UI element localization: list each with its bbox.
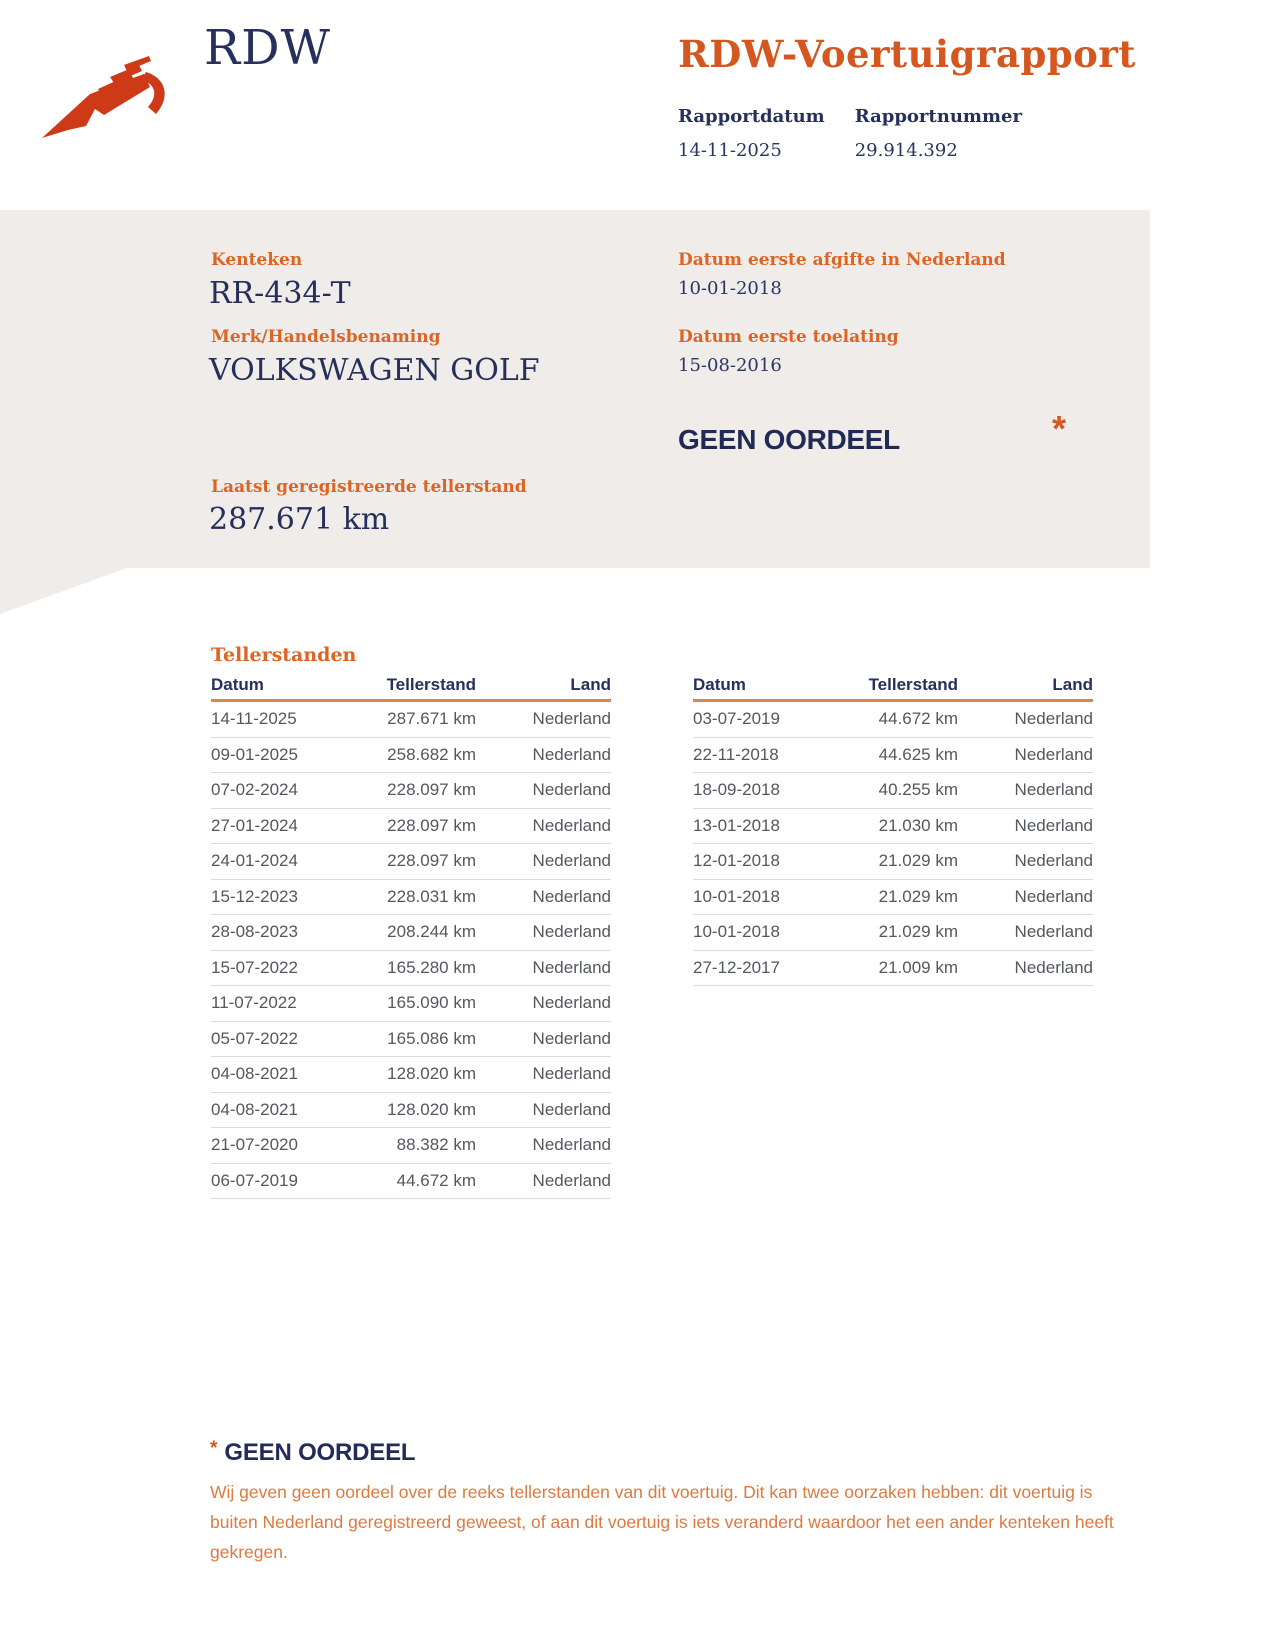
kenteken-label: Kenteken (211, 250, 303, 270)
table-cell-land: Nederland (532, 1170, 611, 1190)
table-row (211, 702, 611, 738)
report-meta (678, 106, 1022, 161)
column-header-tellerstand: Tellerstand (868, 675, 958, 694)
table-cell-datum: 07-02-2024 (211, 780, 298, 800)
table-cell-datum: 15-12-2023 (211, 886, 298, 906)
table-cell-land: Nederland (532, 957, 611, 977)
table-cell-datum: 09-01-2025 (211, 744, 298, 764)
table-cell-land: Nederland (532, 922, 611, 942)
table-cell-tellerstand: 44.672 km (396, 1170, 476, 1190)
table-row (693, 809, 1093, 845)
column-header-datum: Datum (693, 675, 746, 694)
laatste-tellerstand-value: 287.671 km (209, 502, 390, 537)
table-cell-land: Nederland (1014, 780, 1093, 800)
table-cell-tellerstand: 228.097 km (387, 851, 476, 871)
footnote-body: Wij geven geen oordeel over de reeks tellerstanden van dit voertuig. Dit kan twee oorzaken hebben: dit voertuig is buiten Nederland geregistreerd geweest, of aan dit voertuig is iets veranderd waardoor het een ander kenteken heeft gekregen. (210, 1482, 1114, 1562)
table-row (211, 1164, 611, 1200)
table-cell-tellerstand: 40.255 km (878, 780, 958, 800)
table-cell-datum: 18-09-2018 (693, 780, 780, 800)
tellerstanden-heading: Tellerstanden (211, 644, 357, 666)
table-cell-datum: 27-01-2024 (211, 815, 298, 835)
verdict-text: GEEN OORDEEL (678, 424, 900, 455)
table-cell-datum: 28-08-2023 (211, 922, 298, 942)
footnote-heading (210, 1438, 415, 1467)
table-cell-land: Nederland (532, 1028, 611, 1048)
column-header-land: Land (570, 675, 611, 694)
table-row (211, 1128, 611, 1164)
table-cell-datum: 12-01-2018 (693, 851, 780, 871)
table-cell-land: Nederland (532, 1099, 611, 1119)
table-row (693, 738, 1093, 774)
table-cell-land: Nederland (1014, 851, 1093, 871)
eerste-toelating-value: 15-08-2016 (678, 355, 782, 376)
table-row (211, 809, 611, 845)
table-cell-datum: 11-07-2022 (211, 993, 297, 1013)
table-cell-datum: 03-07-2019 (693, 709, 780, 729)
table-cell-tellerstand: 287.671 km (387, 709, 476, 729)
table-cell-datum: 05-07-2022 (211, 1028, 298, 1048)
report-number-value: 29.914.392 (854, 140, 958, 161)
table-row (211, 773, 611, 809)
table-cell-land: Nederland (1014, 709, 1093, 729)
table-row (211, 951, 611, 987)
table-cell-datum: 10-01-2018 (693, 922, 780, 942)
table-cell-tellerstand: 21.029 km (878, 886, 958, 906)
table-row (693, 915, 1093, 951)
table-cell-land: Nederland (532, 1064, 611, 1084)
table-row (211, 880, 611, 916)
table-cell-land: Nederland (532, 1135, 611, 1155)
table-body-left (211, 702, 611, 1199)
table-cell-land: Nederland (532, 744, 611, 764)
rdw-logo (38, 50, 190, 140)
table-cell-datum: 15-07-2022 (211, 957, 298, 977)
table-row (211, 1093, 611, 1129)
table-cell-land: Nederland (532, 851, 611, 871)
table-cell-datum: 22-11-2018 (693, 744, 779, 764)
table-cell-land: Nederland (532, 709, 611, 729)
table-row (693, 951, 1093, 987)
table-row (211, 986, 611, 1022)
table-cell-tellerstand: 228.097 km (387, 780, 476, 800)
column-header-tellerstand: Tellerstand (386, 675, 476, 694)
rdw-logo-text: RDW (204, 20, 331, 76)
table-cell-land: Nederland (532, 780, 611, 800)
table-row (211, 738, 611, 774)
table-row (211, 1057, 611, 1093)
table-body-right (693, 702, 1093, 986)
table-cell-land: Nederland (1014, 922, 1093, 942)
table-cell-tellerstand: 128.020 km (387, 1064, 476, 1084)
table-cell-tellerstand: 258.682 km (387, 744, 476, 764)
table-cell-tellerstand: 228.097 km (387, 815, 476, 835)
table-cell-datum: 04-08-2021 (211, 1064, 298, 1084)
table-cell-tellerstand: 208.244 km (387, 922, 476, 942)
report-date-block (678, 106, 825, 161)
table-cell-datum: 10-01-2018 (693, 886, 780, 906)
table-row (693, 880, 1093, 916)
table-cell-land: Nederland (1014, 744, 1093, 764)
table-header-row (693, 672, 1093, 702)
table-cell-land: Nederland (1014, 815, 1093, 835)
verdict-asterisk-icon: * (1052, 408, 1067, 449)
table-cell-tellerstand: 165.086 km (387, 1028, 476, 1048)
eerste-toelating-label: Datum eerste toelating (678, 327, 899, 347)
table-cell-land: Nederland (1014, 886, 1093, 906)
merk-label: Merk/Handelsbenaming (211, 327, 441, 347)
column-header-land: Land (1052, 675, 1093, 694)
table-cell-tellerstand: 44.625 km (878, 744, 958, 764)
table-row (693, 773, 1093, 809)
report-title: RDW-Voertuigrapport (678, 32, 1136, 76)
table-cell-land: Nederland (532, 815, 611, 835)
laatste-tellerstand-label: Laatst geregistreerde tellerstand (211, 477, 527, 497)
footnote-heading-text: GEEN OORDEEL (224, 1439, 416, 1466)
eerste-afgifte-label: Datum eerste afgifte in Nederland (678, 250, 1006, 270)
table-row (211, 1022, 611, 1058)
table-cell-datum: 24-01-2024 (211, 851, 298, 871)
report-number-label: Rapportnummer (854, 106, 1022, 127)
table-cell-land: Nederland (1014, 957, 1093, 977)
merk-value: VOLKSWAGEN GOLF (209, 353, 540, 388)
table-row (693, 702, 1093, 738)
table-cell-datum: 04-08-2021 (211, 1099, 298, 1119)
table-cell-tellerstand: 44.672 km (878, 709, 958, 729)
table-cell-tellerstand: 165.280 km (387, 957, 476, 977)
table-cell-land: Nederland (532, 886, 611, 906)
table-row (211, 915, 611, 951)
table-cell-datum: 06-07-2019 (211, 1170, 298, 1190)
table-cell-datum: 21-07-2020 (211, 1135, 298, 1155)
table-cell-tellerstand: 21.009 km (878, 957, 958, 977)
column-header-datum: Datum (211, 675, 264, 694)
report-date-value: 14-11-2025 (678, 140, 782, 161)
tellerstanden-table-right (693, 672, 1093, 986)
table-cell-datum: 14-11-2025 (211, 709, 297, 729)
table-cell-land: Nederland (532, 993, 611, 1013)
table-row (211, 844, 611, 880)
report-date-label: Rapportdatum (678, 106, 825, 127)
rdw-swoosh-icon (38, 50, 190, 140)
table-cell-datum: 13-01-2018 (693, 815, 780, 835)
table-header-row (211, 672, 611, 702)
tellerstanden-table-left (211, 672, 611, 1199)
table-cell-tellerstand: 88.382 km (396, 1135, 476, 1155)
eerste-afgifte-value: 10-01-2018 (678, 278, 782, 299)
table-cell-tellerstand: 228.031 km (387, 886, 476, 906)
vehicle-summary-panel (0, 210, 1150, 614)
kenteken-value: RR-434-T (209, 276, 351, 311)
table-cell-tellerstand: 165.090 km (387, 993, 476, 1013)
table-row (693, 844, 1093, 880)
table-cell-tellerstand: 21.029 km (878, 851, 958, 871)
footnote-asterisk-icon: * (210, 1438, 218, 1459)
table-cell-tellerstand: 128.020 km (387, 1099, 476, 1119)
report-number-block (855, 106, 1022, 161)
table-cell-tellerstand: 21.029 km (878, 922, 958, 942)
table-cell-tellerstand: 21.030 km (878, 815, 958, 835)
table-cell-datum: 27-12-2017 (693, 957, 780, 977)
